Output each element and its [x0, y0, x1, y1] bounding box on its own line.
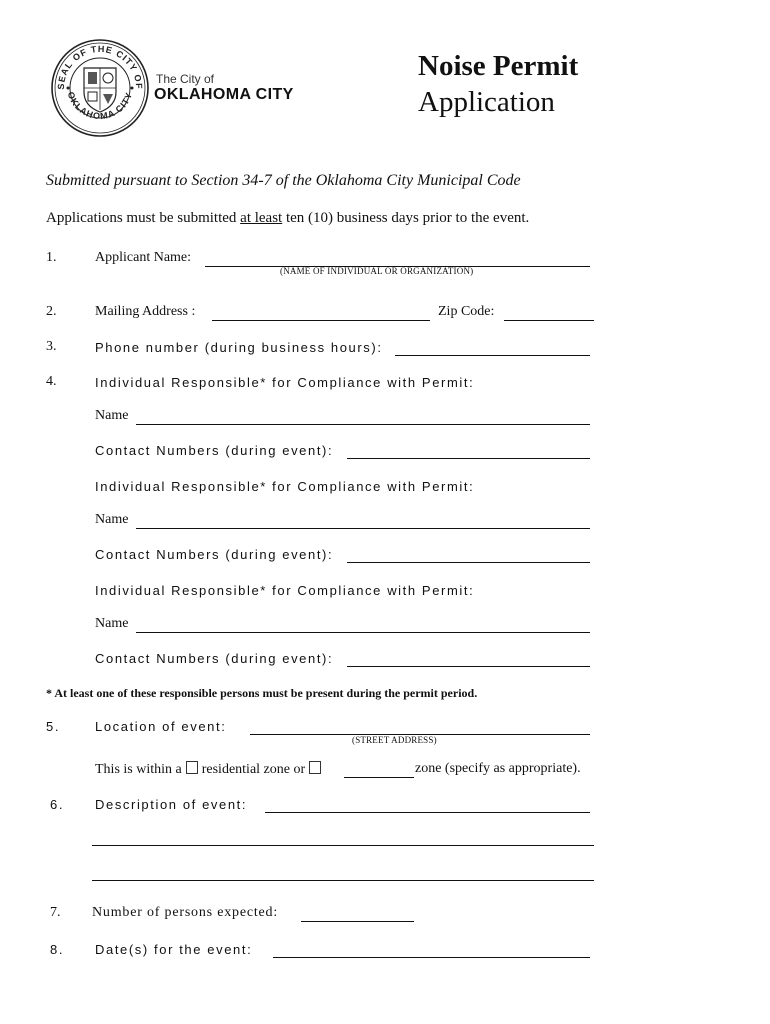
- notice-pre: Applications must be submitted: [46, 210, 241, 226]
- name-label-1: Name: [95, 408, 129, 423]
- notice-underlined: at least: [240, 210, 283, 226]
- responsible-heading-3: Individual Responsible* for Compliance with Permit:: [95, 583, 475, 598]
- responsible-name-field-3[interactable]: [136, 618, 590, 633]
- q8-number: 8.: [50, 942, 65, 957]
- description-field-1[interactable]: [265, 798, 590, 813]
- zone-pre: This is within a: [95, 762, 182, 777]
- name-label-3: Name: [95, 616, 129, 631]
- svg-text:OKLAHOMA CITY: OKLAHOMA CITY: [65, 90, 135, 122]
- q1-label: Applicant Name:: [95, 250, 192, 265]
- statute-reference: Submitted pursuant to Section 34-7 of the Oklahoma City Municipal Code: [46, 172, 521, 189]
- contact-label-1: Contact Numbers (during event):: [95, 443, 334, 458]
- event-dates-field[interactable]: [273, 943, 590, 958]
- q5-number: 5.: [46, 719, 61, 734]
- other-zone-field[interactable]: [344, 763, 414, 778]
- mailing-address-field[interactable]: [212, 306, 430, 321]
- q6-label: Description of event:: [95, 797, 248, 812]
- zip-label: Zip Code:: [438, 304, 495, 319]
- description-field-3[interactable]: [92, 880, 594, 881]
- city-seal-icon: [50, 38, 150, 138]
- zone-post: zone (specify as appropriate).: [415, 761, 581, 776]
- applicant-name-field[interactable]: [205, 252, 590, 267]
- q7-number: 7.: [50, 905, 61, 920]
- contact-label-2: Contact Numbers (during event):: [95, 547, 334, 562]
- q4-number: 4.: [46, 374, 57, 389]
- responsible-heading-2: Individual Responsible* for Compliance with Permit:: [95, 479, 475, 494]
- q5-hint: (STREET ADDRESS): [352, 735, 437, 745]
- q3-number: 3.: [46, 339, 57, 354]
- zip-code-field[interactable]: [504, 306, 594, 321]
- page-title: Noise Permit: [418, 50, 579, 82]
- footnote: * At least one of these responsible persons must be present during the permit period.: [46, 686, 478, 700]
- description-field-2[interactable]: [92, 845, 594, 846]
- contact-number-field-1[interactable]: [347, 444, 590, 459]
- residential-zone-checkbox[interactable]: [186, 761, 198, 774]
- q3-label: Phone number (during business hours):: [95, 340, 383, 355]
- notice-post: ten (10) business days prior to the event.: [282, 210, 530, 226]
- zone-line: [95, 761, 325, 778]
- location-field[interactable]: [250, 720, 590, 735]
- responsible-name-field-1[interactable]: [136, 410, 590, 425]
- q2-number: 2.: [46, 304, 57, 319]
- q8-label: Date(s) for the event:: [95, 942, 253, 957]
- city-name: OKLAHOMA CITY: [154, 86, 294, 103]
- name-label-2: Name: [95, 512, 129, 527]
- contact-label-3: Contact Numbers (during event):: [95, 651, 334, 666]
- submission-notice: [46, 210, 529, 227]
- q4-label: Individual Responsible* for Compliance with Permit:: [95, 375, 475, 390]
- contact-number-field-2[interactable]: [347, 548, 590, 563]
- q5-label: Location of event:: [95, 719, 227, 734]
- contact-number-field-3[interactable]: [347, 652, 590, 667]
- zone-mid: residential zone or: [201, 762, 306, 777]
- city-seal: [50, 38, 150, 138]
- q7-label: Number of persons expected:: [92, 905, 279, 920]
- q1-number: 1.: [46, 250, 57, 265]
- persons-expected-field[interactable]: [301, 907, 414, 922]
- q2-label: Mailing Address :: [95, 304, 196, 319]
- city-of-label: The City of: [156, 72, 215, 86]
- q6-number: 6.: [50, 797, 65, 812]
- page-subtitle: Application: [418, 86, 555, 118]
- other-zone-checkbox[interactable]: [309, 761, 321, 774]
- responsible-name-field-2[interactable]: [136, 514, 590, 529]
- svg-text:SEAL OF THE CITY OF: SEAL OF THE CITY OF: [55, 43, 145, 90]
- phone-field[interactable]: [395, 341, 590, 356]
- q1-hint: (NAME OF INDIVIDUAL OR ORGANIZATION): [280, 266, 474, 276]
